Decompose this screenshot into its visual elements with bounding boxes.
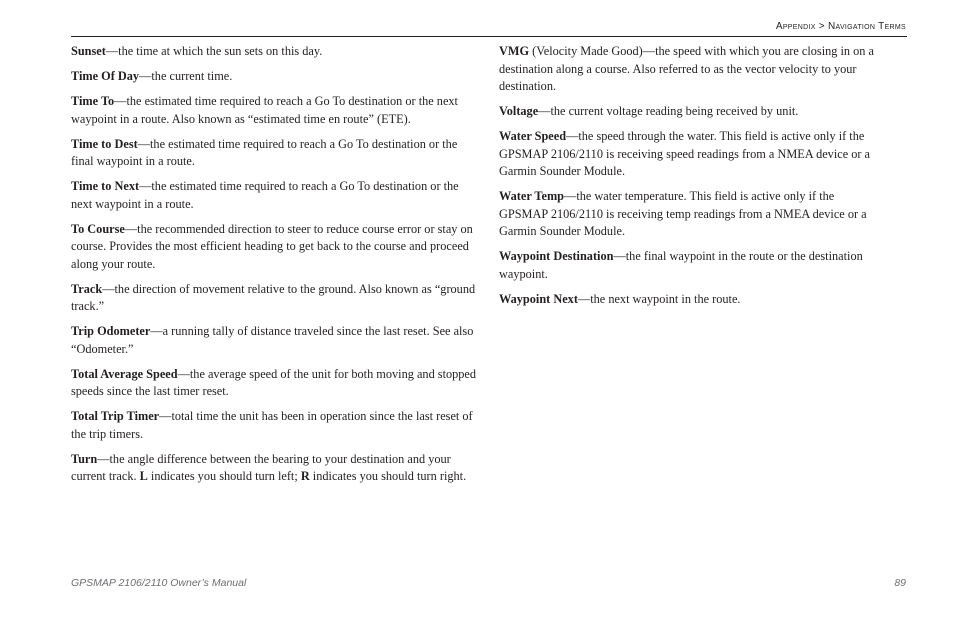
entry-description: —the direction of movement relative to the ground. Also known as “ground track.” [71,281,476,313]
glossary-entry [71,43,480,61]
glossary-entry [71,408,480,443]
header-rule [71,36,907,37]
glossary-entry [71,68,480,86]
entry-term: VMG [499,44,530,58]
glossary-entry [71,178,480,213]
footer-page-number: 89 [894,577,906,589]
turn-right-letter: R [300,469,310,483]
entry-description: —the current voltage reading being received by unit. [538,104,799,118]
entry-term: Track [71,281,103,296]
entry-term: Time To [71,94,115,108]
entry-description: —the time at which the sun sets on this day. [105,44,323,58]
glossary-entry [71,93,480,128]
glossary-entry [71,323,480,358]
entry-description: —a running tally of distance traveled since the last reset. See also “Odometer.” [71,324,474,356]
glossary-entry [499,43,877,96]
glossary-entry-turn [71,451,480,486]
header-topic: Navigation Terms [827,21,906,32]
entry-term: Sunset [71,44,106,58]
entry-term: To Course [71,221,125,236]
entry-description: —the estimated time required to reach a Go To destination or the next waypoint in a route. [71,179,459,211]
entry-description: —total time the unit has been in operation since the last reset of the trip timers. [71,409,473,441]
entry-term: Waypoint Destination [499,249,614,263]
entry-term: Voltage [499,104,539,118]
right-column [499,43,877,316]
header-section: Appendix [775,21,816,32]
entry-description: —the angle difference between the bearing to your destination and your current track. [71,451,451,483]
entry-description-cont: indicates you should turn left; [147,469,301,483]
entry-term: Turn [71,451,98,466]
entry-term: Time to Dest [71,136,138,151]
entry-description: (Velocity Made Good)—the speed with which you are closing in on a destination along a course. Also referred to as the vector velocity to your destination. [499,44,874,93]
glossary-entry [499,291,877,309]
glossary-entry [499,128,877,181]
entry-description: —the recommended direction to steer to reduce course error or stay on course. Provides the most efficient heading to get back to the course and proceed along your route. [71,221,473,271]
glossary-entry [71,221,480,274]
turn-left-letter: L [139,469,148,483]
glossary-entry [71,366,480,401]
glossary-entry [499,248,877,283]
entry-description: —the final waypoint in the route or the destination waypoint. [499,249,863,281]
entry-term: Time Of Day [71,69,140,83]
entry-description-end: indicates you should turn right. [309,469,467,483]
header-separator: > [815,21,828,32]
entry-description: —the average speed of the unit for both moving and stopped speeds since the last timer reset. [71,366,477,398]
entry-description: —the water temperature. This field is active only if the GPSMAP 2106/2110 is receiving temp readings from a NMEA device or a Garmin Sounder Module. [499,189,867,238]
glossary-entry [499,188,877,241]
entry-term: Trip Odometer [71,324,151,338]
left-column [71,43,480,493]
entry-term: Time to Next [71,179,140,193]
running-header [776,21,906,32]
footer-manual-title: GPSMAP 2106/2110 Owner’s Manual [71,577,247,589]
entry-term: Water Temp [499,189,565,203]
entry-description: —the speed through the water. This field is active only if the GPSMAP 2106/2110 is receiving speed readings from a NMEA device or a Garmin Sounder Module. [499,129,871,178]
glossary-entry [499,103,877,121]
entry-term: Water Speed [499,129,567,143]
glossary-entry [71,281,480,316]
glossary-entry [71,136,480,171]
entry-term: Total Average Speed [71,366,178,381]
entry-description: —the next waypoint in the route. [577,291,741,306]
entry-description: —the estimated time required to reach a Go To destination or the final waypoint in a route. [71,136,458,168]
entry-term: Waypoint Next [499,291,578,306]
entry-description: —the estimated time required to reach a Go To destination or the next waypoint in a route. Also known as “estimated time en route” (ETE). [71,94,458,126]
entry-description: —the current time. [139,69,233,83]
entry-term: Total Trip Timer [71,409,160,423]
